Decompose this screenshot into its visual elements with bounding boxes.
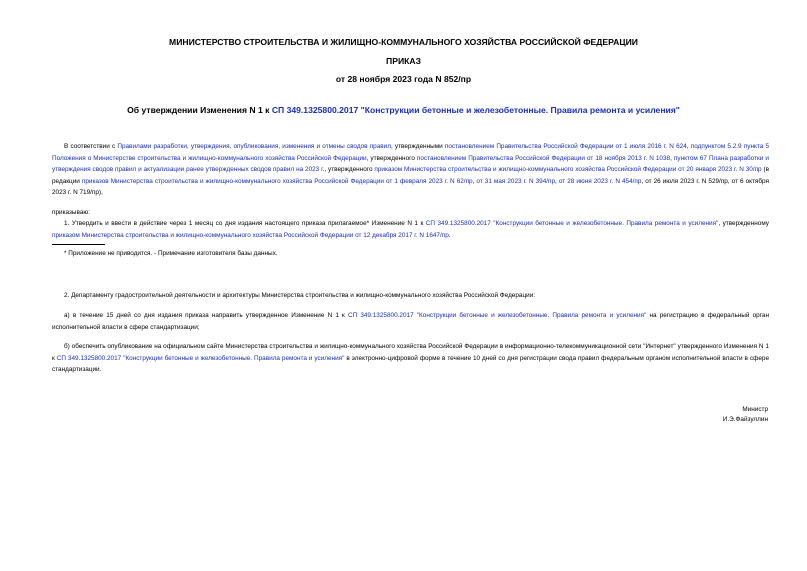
link-sp-349-2a[interactable]: СП 349.1325800.2017 "Конструкции бетонные и железобетонные. Правила ремонта и усиления" [347,312,647,319]
item-1-paragraph [52,218,769,241]
item-2b-text: в электронно-цифровой форме в течение 10 дней со дня регистрации свода правил федеральным органом исполнительной власти в сфере стандартизации. [52,354,769,374]
item-2a-text: на регистрацию в федеральный орган исполнительной власти в сфере стандартизации; [52,312,769,331]
footnote-separator [52,244,105,245]
link-rules[interactable]: Правилами разработки, утверждения, опубликования, изменения и отмены сводов правил [117,143,391,150]
link-order-454[interactable]: от 28 июня 2023 г. N 454/пр [558,177,642,185]
preamble-text: В соответствии с [64,143,118,150]
preamble-text: (в редакции [52,166,770,185]
preamble-text: , утвержденного [324,166,375,174]
preamble-text: , [472,177,477,185]
link-plan-item-67[interactable]: пунктом 67 Плана разработки и утверждения сводов правил и актуализации ранее утвержденных сводов правил на 2023 г. [52,154,769,174]
ministry-heading: МИНИСТЕРСТВО СТРОИТЕЛЬСТВА И ЖИЛИЩНО-КОММУНАЛЬНОГО ХОЗЯЙСТВА РОССИЙСКОЙ ФЕДЕРАЦИИ [169,37,638,47]
preamble-text: , [686,143,691,150]
item-2b-text: б) обеспечить опубликование на официальном сайте Министерства строительства и жилищно-коммунального хозяйства Российской Федерации в информационно-телекоммуникационной сети "Интернет" утвержденного Изменения N 1 к [52,343,769,362]
preamble-text: , [555,177,559,185]
link-order-1647[interactable]: приказом Министерства строительства и жилищно-коммунального хозяйства Российской Федерации от 12 декабря 2017 г. N 1647/пр [52,231,449,239]
item-1-text: 1. Утвердить и ввести в действие через 1 месяц со дня издания настоящего приказа прилагаемое* Изменение N 1 к [64,220,426,227]
link-regulation-5-2-9[interactable]: подпунктом 5.2.9 пункта 5 Положения о Министерстве строительства и жилищно-коммунального хозяйства Российской Федерации [52,143,769,162]
link-gov-decree-624[interactable]: постановлением Правительства Российской Федерации от 1 июля 2016 г. N 624 [444,143,687,150]
item-2a-paragraph [52,310,769,333]
order-word: приказываю: [52,209,90,216]
preamble-text: , [670,154,674,162]
item-2b-paragraph [52,341,769,376]
link-order-62[interactable]: приказов Министерства строительства и жилищно-коммунального хозяйства Российской Федерации от 1 февраля 2023 г. N 62/пр [81,177,473,185]
item-1-text: . [448,231,451,239]
link-order-394[interactable]: от 31 мая 2023 г. N 394/пр [476,177,556,185]
preamble-text: , от 26 июля 2023 г. N 529/пр, от 6 октября 2023 г. N 719/пр), [52,177,769,197]
item-2-paragraph: 2. Департаменту градостроительной деятельности и архитектуры Министерства строительства и жилищно-коммунального хозяйства Российской Федерации: [64,292,536,299]
title-sp-link[interactable]: СП 349.1325800.2017 "Конструкции бетонные и железобетонные. Правила ремонта и усиления" [271,105,680,115]
item-1-text: , утвержденному [718,220,769,227]
doc-type-heading: ПРИКАЗ [386,56,421,66]
link-sp-349[interactable]: СП 349.1325800.2017 "Конструкции бетонные и железобетонные. Правила ремонта и усиления" [425,220,719,227]
link-gov-decree-1038[interactable]: постановлением Правительства Российской Федерации от 18 ноября 2013 г. N 1038 [416,154,671,162]
title-prefix: Об утверждении Изменения N 1 к [127,105,272,115]
document-title [40,105,767,116]
date-number-heading: от 28 ноября 2023 года N 852/пр [335,74,472,84]
footnote: * Приложение не приводится. - Примечание изготовителя базы данных. [64,250,278,257]
link-sp-349-2b[interactable]: СП 349.1325800.2017 "Конструкции бетонные и железобетонные. Правила ремонта и усиления" [56,354,345,362]
signature-position: Министр [742,406,768,413]
preamble-paragraph [52,141,769,199]
item-2a-text: а) в течение 15 дней со дня издания приказа направить утвержденное Изменение N 1 к [64,312,348,319]
preamble-text: , утвержденного [366,154,417,162]
preamble-text: , утвержденными [390,143,445,150]
link-order-30[interactable]: приказом Министерства строительства и жилищно-коммунального хозяйства Российской Федерации от 20 января 2023 г. N 30/пр [374,166,762,174]
signature-name: И.Э.Файзуллин [722,416,768,423]
